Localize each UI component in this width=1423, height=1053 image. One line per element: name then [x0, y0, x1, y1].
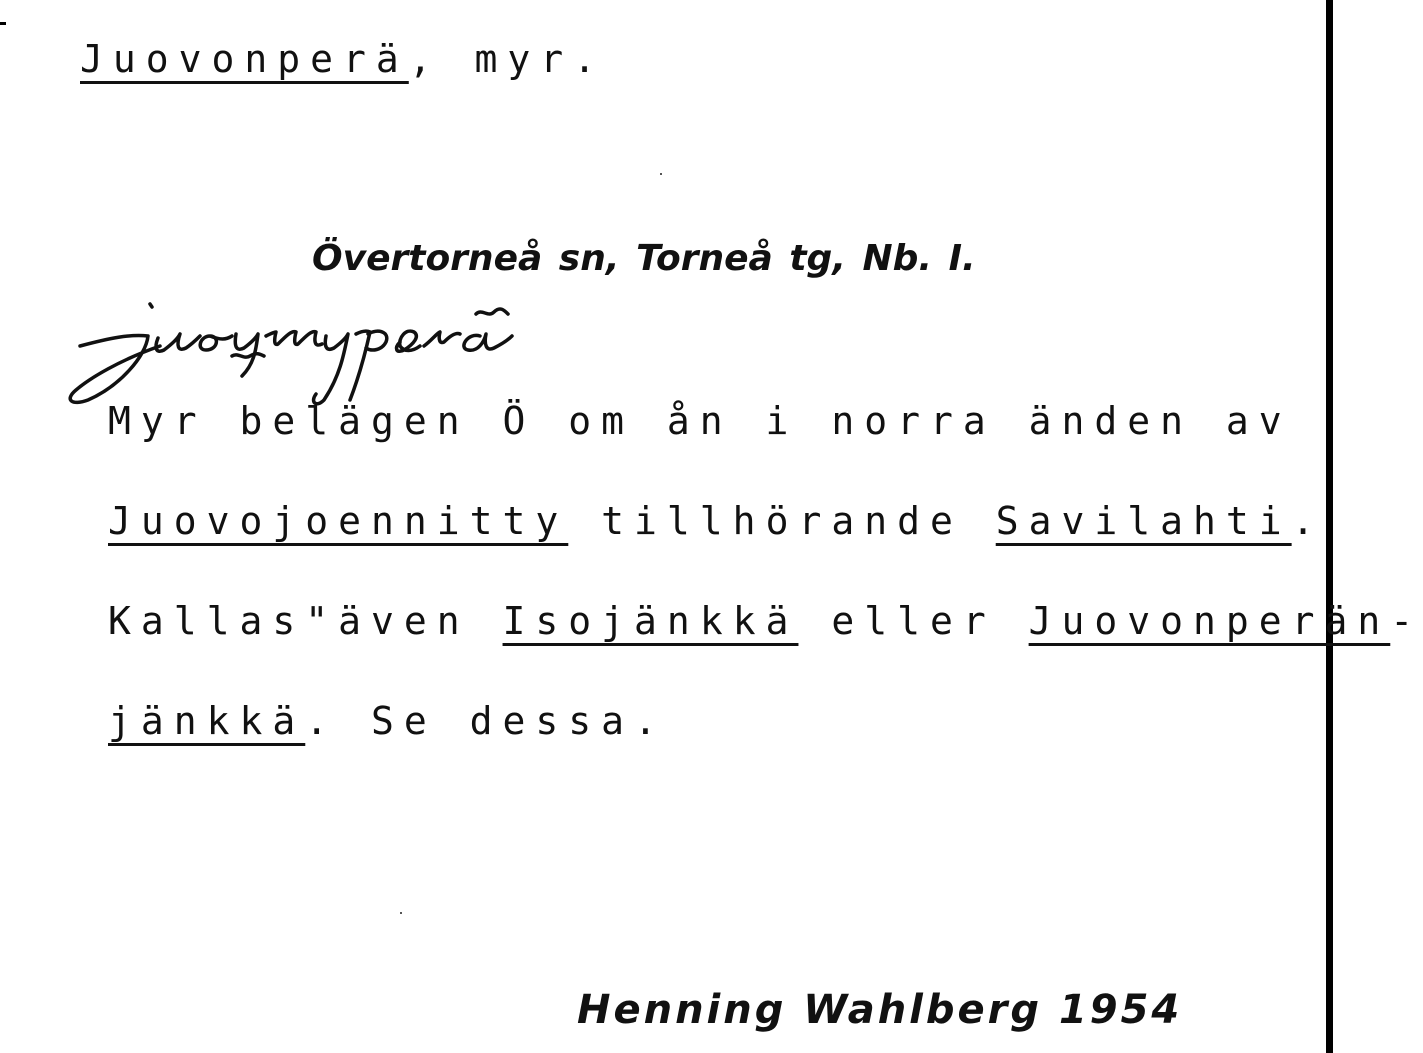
- text-kallas-aven: Kallas"även: [108, 599, 503, 643]
- card-right-edge: [1326, 0, 1333, 1053]
- body-line-4: [108, 699, 667, 743]
- title-suffix: , myr.: [408, 37, 607, 81]
- body-line-2: [108, 499, 1325, 543]
- text-se-dessa: . Se dessa.: [305, 699, 667, 743]
- hyphen: -: [1390, 599, 1423, 643]
- place-juovojoennitty: Juovojoennitty: [108, 499, 569, 543]
- text-tillhorande: tillhörande: [568, 499, 996, 543]
- speck: [660, 173, 662, 175]
- handwritten-annotation: [60, 290, 620, 410]
- punctuation: .: [1291, 499, 1325, 543]
- handwriting-drawing: [60, 290, 620, 410]
- card-title: [80, 37, 607, 81]
- author-signature: Henning Wahlberg 1954: [577, 987, 1183, 1033]
- place-juovonperan: Juovonperän: [1028, 599, 1391, 643]
- body-line-1: Myr belägen Ö om ån i norra änden av: [108, 399, 1292, 443]
- corner-mark: [0, 22, 6, 25]
- place-isojankka: Isojänkkä: [502, 599, 799, 643]
- speck: [400, 912, 402, 914]
- place-jankka: jänkkä: [108, 699, 306, 743]
- body-line-3: [108, 599, 1423, 643]
- place-savilahti: Savilahti: [995, 499, 1292, 543]
- location-heading: Övertorneå sn, Torneå tg, Nb. I.: [312, 238, 976, 279]
- title-name: Juovonperä: [80, 37, 409, 81]
- text-eller: eller: [798, 599, 1029, 643]
